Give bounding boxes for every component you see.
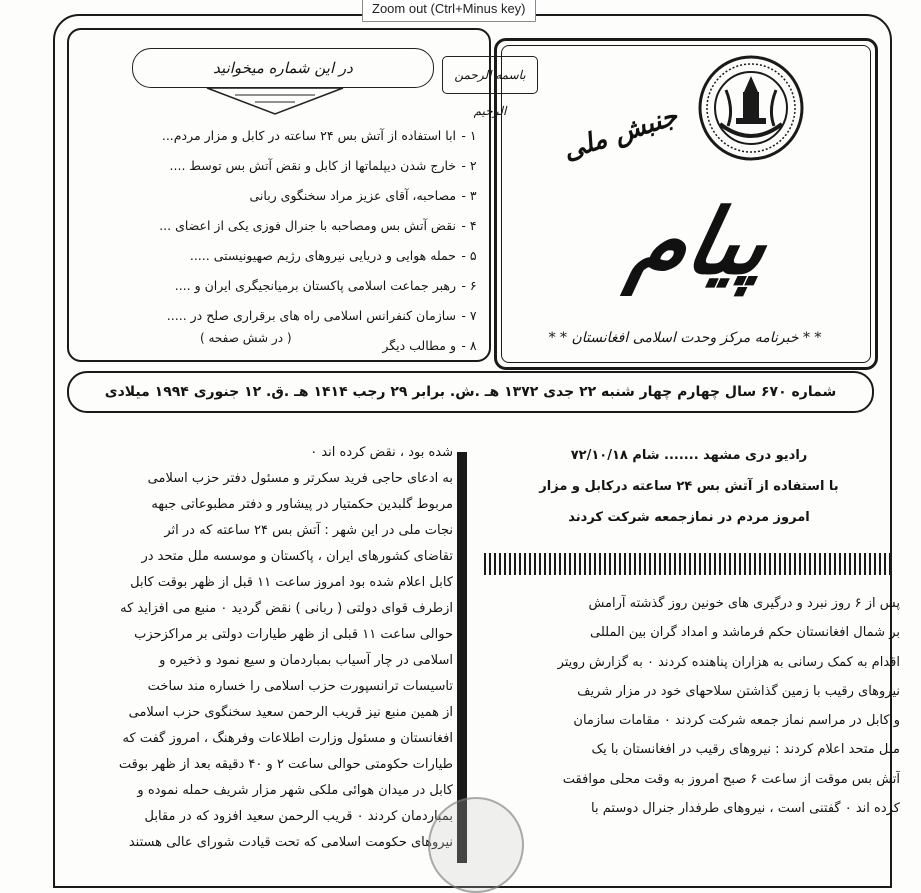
masthead-tagline: * * خبرنامه مرکز وحدت اسلامی افغانستان * * <box>548 330 822 346</box>
list-item: ۴ - نقض آتش بس ومصاحبه با جنرال فوزی یکی از اعضای ... <box>159 218 477 233</box>
left-article <box>75 440 453 856</box>
article-line: نیروهای رقیب با زمین گذاشتن سلاحهای خود در مزار شریف <box>577 683 900 699</box>
masthead-subtitle: جنبش ملی <box>559 101 682 167</box>
right-article <box>478 440 900 823</box>
pages-note: ( در شش صفحه ) <box>200 331 292 345</box>
masthead-title: پیام <box>621 189 779 295</box>
emblem-seal-icon <box>698 52 804 164</box>
hatched-divider <box>484 553 894 575</box>
article-line: اسلامی در چار آسیاب بمباردمان و سیع نمود و ذخیره و <box>159 653 453 668</box>
article-line: و کابل در مراسم نماز جمعه شرکت کردند ۰ مقامات سازمان <box>573 713 900 729</box>
article-headline-1: با استفاده از آتش بس ۲۴ ساعته درکابل و مزار <box>539 479 839 494</box>
article-line: شده بود ، نقض کرده اند ۰ <box>310 445 453 460</box>
article-line: مربوط گلبدین حکمتیار در پیشاور و دفتر مطبوعاتی جبهه <box>151 497 453 512</box>
list-item: ۸ - و مطالب دیگر <box>382 338 477 353</box>
article-line: اقدام به کمک رسانی به هزاران پناهنده کردند ۰ به گزارش رویتر <box>557 654 900 670</box>
bismillah-box: باسمه الرحمن الرحیم <box>442 56 538 94</box>
article-line: به ادعای حاجی فرید سکرتر و مسئول دفتر حزب اسلامی <box>147 471 453 486</box>
issue-dateline: شماره ۶۷۰ سال چهارم چهار شنبه ۲۲ جدی ۱۳۷۲ هـ .ش. برابر ۲۹ رجب ۱۴۱۴ هـ .ق. ۱۲ جنوری ۱۹۹۴ میلادی <box>67 371 874 413</box>
article-line: تقاضای کشورهای ایران ، پاکستان و موسسه ملل متحد در <box>141 549 453 564</box>
cursor-highlight-circle <box>428 797 524 893</box>
article-line: تاسیسات ترانسپورت حزب اسلامی را خساره مند ساخت <box>147 679 453 694</box>
article-line: بر شمال افغانستان حکم فرماشد و امداد گران بین المللی <box>590 625 900 641</box>
article-line: نیروهای حکومت اسلامی که تحت قیادت شورای عالی هستند <box>128 835 453 850</box>
article-source: رادیو دری مشهد ....... شام ۷۲/۱۰/۱۸ <box>570 448 808 463</box>
article-headline-2: امروز مردم در نمازجمعه شرکت کردند <box>568 510 810 525</box>
article-line: پس از ۶ روز نبرد و درگیری های خونین روز گذشته آرامش <box>588 596 900 611</box>
list-item: ۲ - خارج شدن دیپلماتها از کابل و نقض آتش بس توسط .... <box>169 158 477 173</box>
list-item: ۶ - رهبر جماعت اسلامی پاکستان برمیانجیگری ایران و .... <box>174 278 477 293</box>
article-line: آتش بس موقت از ساعت ۶ صبح امروز به وقت محلی موافقت <box>562 771 900 787</box>
list-item: ۷ - سازمان کنفرانس اسلامی راه های برقراری صلح در ..... <box>166 308 477 323</box>
article-line: طیارات حکومتی حوالی ساعت ۲ و ۴۰ دقیقه بعد از ظهر بوقت <box>118 757 453 772</box>
article-line: بمباردمان کردند ۰ قریب الرحمن سعید افزود که در مقابل <box>144 809 453 824</box>
article-line: کابل اعلام شده بود امروز ساعت ۱۱ قبل از ظهر بوقت کابل <box>130 575 453 590</box>
article-line: نجات ملی در این شهر : آتش بس ۲۴ ساعته که در اثر <box>164 523 453 538</box>
article-line: افغانستان و مسئول وزارت اطلاعات وفرهنگ ، امروز گفت که <box>122 731 453 746</box>
article-line: کرده اند ۰ گفتنی است ، نیروهای طرفدار جنرال دوستم با <box>591 801 900 817</box>
list-item: ۱ - ابا استفاده از آتش بس ۲۴ ساعته در کابل و مزار مردم... <box>161 128 477 143</box>
article-line: کابل در میدان هوائی ملکی شهر مزار شریف حمله نموده و <box>137 783 453 798</box>
down-arrow-icon <box>205 86 345 116</box>
contents-list <box>76 121 478 361</box>
zoom-out-tooltip: Zoom out (Ctrl+Minus key) <box>362 0 536 22</box>
list-item: ۳ - مصاحبه، آقای عزیز مراد سخنگوی ربانی <box>249 188 477 203</box>
article-line: ملل متحد اعلام کردند : نیروهای رقیب در افغانستان با یک <box>591 742 900 758</box>
list-item: ۵ - حمله هوایی و دریایی نیروهای رژیم صهیونیستی ..... <box>189 248 477 263</box>
article-line: ازطرف قوای دولتی ( ربانی ) نقض گردید ۰ منبع می افزاید که <box>120 601 453 616</box>
in-this-issue-banner: در این شماره میخوانید <box>132 48 434 88</box>
article-line: حوالی ساعت ۱۱ قبلی از ظهر طیارات دولتی بر مراکزحزب <box>134 627 453 642</box>
article-line: از همین منبع نیز قریب الرحمن سعید سخنگوی حزب اسلامی <box>128 705 453 720</box>
